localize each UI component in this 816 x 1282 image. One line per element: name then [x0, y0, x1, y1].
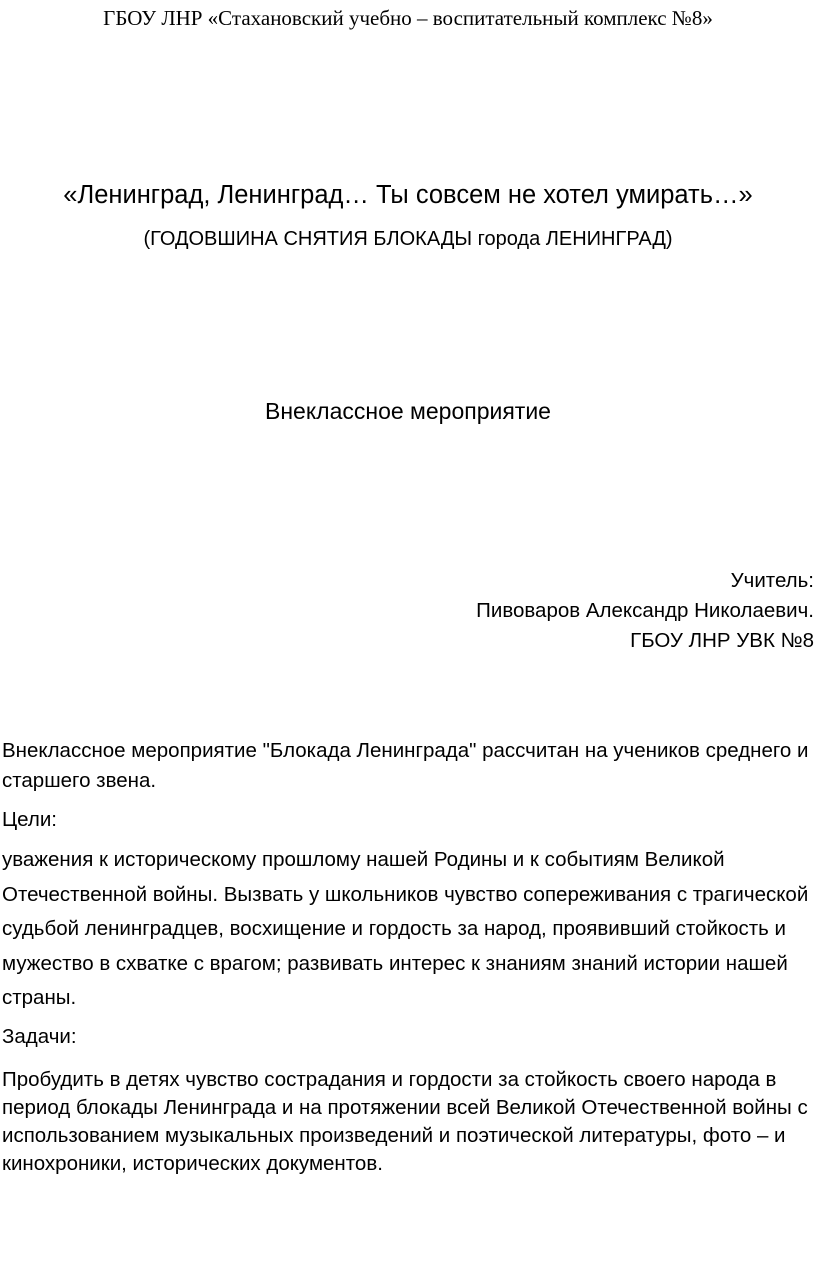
teacher-label: Учитель:: [730, 569, 814, 592]
document-subtitle: (ГОДОВШИНА СНЯТИЯ БЛОКАДЫ города ЛЕНИНГРАД): [143, 228, 673, 250]
event-type: Внеклассное мероприятие: [265, 398, 551, 424]
goals-heading: Цели:: [2, 808, 57, 831]
teacher-info: [214, 566, 814, 656]
teacher-school: ГБОУ ЛНР УВК №8: [630, 629, 814, 652]
goals-paragraph: уважения к историческому прошлому нашей Родины и к событиям Великой Отечественной войны. Вызвать у школьников чувство сопереживания с трагической судьбой ленинградцев, восхищение и гордость за народ, проявивший стойкость и мужество в схватке с врагом; развивать интерес к знаниям знаний истории нашей страны.: [2, 848, 809, 1009]
tasks-paragraph: Пробудить в детях чувство сострадания и гордости за стойкость своего народа в период блокады Ленинграда и на протяжении всей Великой Отечественной войны с использованием музыкальных произведений и поэтической литературы, фото – и кинохроники, исторических документов.: [2, 1068, 808, 1175]
document-title: «Ленинград, Ленинград… Ты совсем не хотел умирать…»: [63, 181, 753, 209]
tasks-heading: Задачи:: [2, 1025, 77, 1048]
institution-header: ГБОУ ЛНР «Стахановский учебно – воспитательный комплекс №8»: [103, 6, 713, 30]
intro-paragraph: Внеклассное мероприятие "Блокада Ленинграда" рассчитан на учеников среднего и старшего звена.: [2, 739, 809, 792]
teacher-name: Пивоваров Александр Николаевич.: [476, 599, 814, 622]
